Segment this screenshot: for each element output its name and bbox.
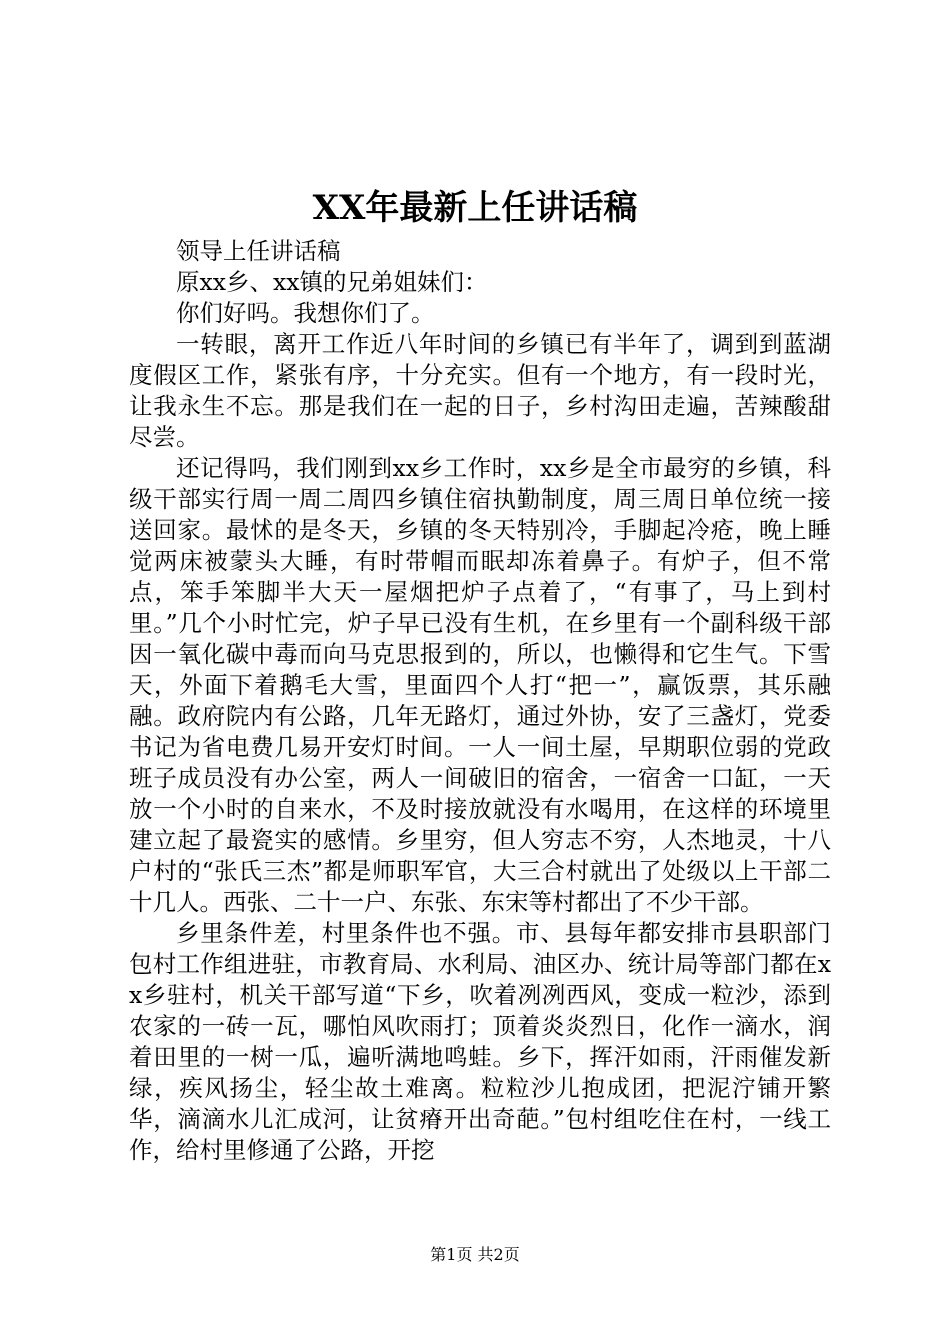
page-footer: 第1页 共2页 bbox=[430, 1245, 520, 1264]
document-title: XX年最新上任讲话稿 bbox=[312, 188, 638, 228]
paragraph: 乡里条件差，村里条件也不强。市、县每年都安排市县职部门包村工作组进驻，市教育局、水利局、油区办、统计局等部门都在xx乡驻村，机关干部写道“下乡，吹着冽冽西风，变成一粒沙，添到农家的一砖一瓦，哪怕风吹雨打；顶着炎炎烈日，化作一滴水，润着田里的一树一瓜，遍听满地鸣蛙。乡下，挥汗如雨，汗雨催发新绿，疾风扬尘，轻尘故土难离。粒粒沙儿抱成团，把泥泞铺开繁华，滴滴水儿汇成河，让贫瘠开出奇葩。”包村组吃住在村，一线工作，给村里修通了公路，开挖 bbox=[129, 919, 831, 1164]
paragraph: 原xx乡、xx镇的兄弟姐妹们： bbox=[176, 268, 488, 296]
paragraph: 你们好吗。我想你们了。 bbox=[176, 299, 435, 327]
document-body bbox=[129, 236, 831, 1166]
paragraph: 一转眼，离开工作近八年时间的乡镇已有半年了，调到到蓝湖度假区工作，紧张有序，十分充实。但有一个地方，有一段时光，让我永生不忘。那是我们在一起的日子，乡村沟田走遍，苦辣酸甜尽尝。 bbox=[129, 330, 831, 451]
paragraph: 还记得吗，我们刚到xx乡工作时，xx乡是全市最穷的乡镇，科级干部实行周一周二周四乡镇住宿执勤制度，周三周日单位统一接送回家。最怵的是冬天，乡镇的冬天特别冷，手脚起冷疮，晚上睡觉两床被蒙头大睡，有时带帽而眠却冻着鼻子。有炉子，但不常点，笨手笨脚半大天一屋烟把炉子点着了，“有事了，马上到村里。”几个小时忙完，炉子早已没有生机，在乡里有一个副科级干部因一氧化碳中毒而向马克思报到的，所以，也懒得和它生气。下雪天，外面下着鹅毛大雪，里面四个人打“把一”，赢饭票，其乐融融。政府院内有公路，几年无路灯，通过外协，安了三盏灯，党委书记为省电费几易开安灯时间。一人一间土屋，早期职位弱的党政班子成员没有办公室，两人一间破旧的宿舍，一宿舍一口缸，一天放一个小时的自来水，不及时接放就没有水喝用，在这样的环境里建立起了最瓷实的感情。乡里穷，但人穷志不穷，人杰地灵，十八户村的“张氏三杰”都是师职军官，大三合村就出了处级以上干部二十几人。西张、二十一户、东张、东宋等村都出了不少干部。 bbox=[129, 454, 831, 916]
paragraph: 领导上任讲话稿 bbox=[176, 237, 341, 265]
